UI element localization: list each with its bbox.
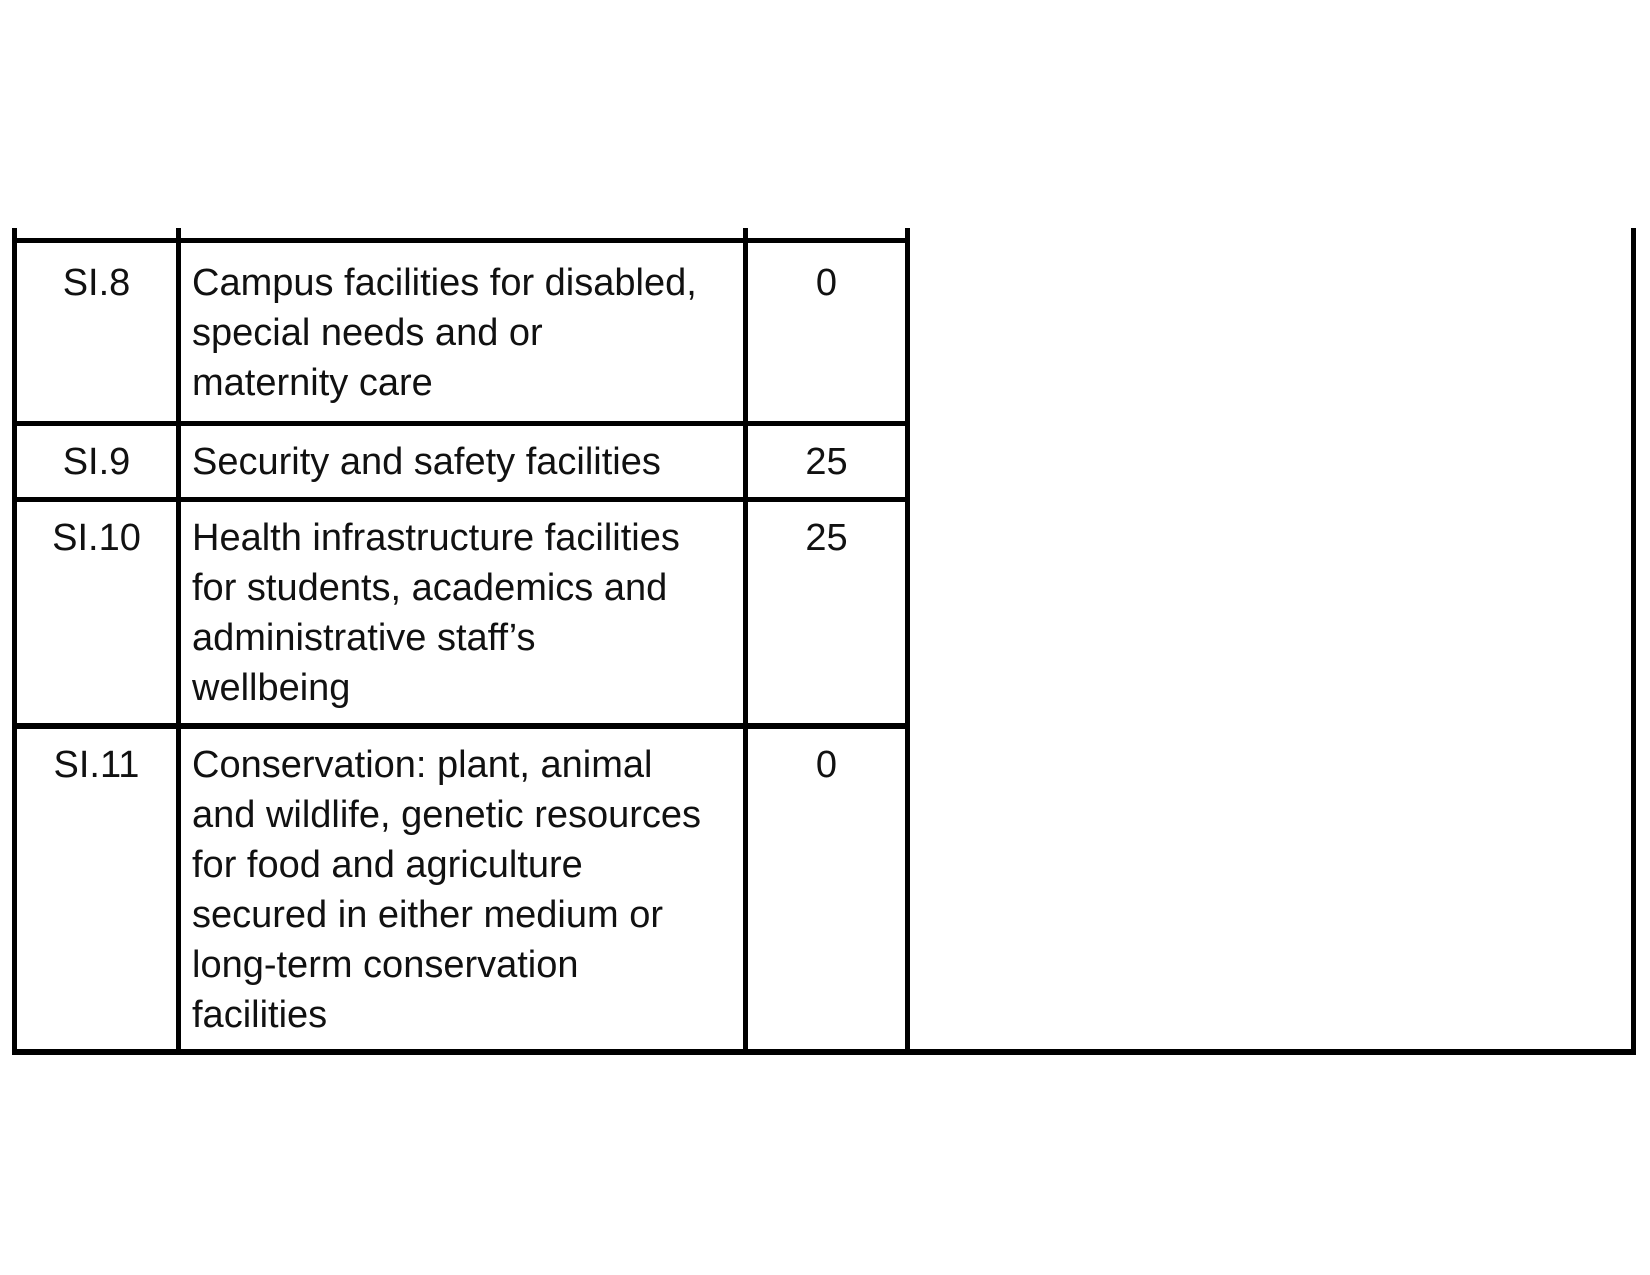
- column-divider: [905, 238, 910, 1055]
- row-score: 0: [815, 744, 838, 786]
- row-divider: [12, 421, 910, 426]
- indicator-table: [12, 238, 1636, 1054]
- row-description: Campus facilities for disabled, special needs and or maternity care: [192, 262, 697, 404]
- row-score: 0: [815, 262, 838, 304]
- column-divider: [176, 238, 181, 1055]
- row-score: 25: [805, 441, 848, 483]
- row-id: SI.8: [62, 262, 131, 304]
- row-divider: [12, 723, 910, 729]
- column-divider: [743, 238, 748, 1055]
- table-bottom-border: [12, 1049, 1636, 1055]
- row-divider: [12, 497, 910, 502]
- row-id: SI.10: [52, 517, 141, 559]
- row-divider: [12, 238, 910, 243]
- column-divider: [12, 238, 17, 1055]
- row-description: Conservation: plant, animal and wildlife, genetic resources for food and agriculture secured in either medium or long-term conservation facilities: [192, 744, 702, 1036]
- row-description: Security and safety facilities: [192, 441, 661, 483]
- row-id: SI.11: [53, 744, 140, 786]
- row-description: Health infrastructure facilities for students, academics and administrative staff’s wellbeing: [192, 517, 680, 709]
- table-right-border: [1631, 238, 1636, 1055]
- row-id: SI.9: [62, 441, 131, 483]
- row-score: 25: [805, 517, 848, 559]
